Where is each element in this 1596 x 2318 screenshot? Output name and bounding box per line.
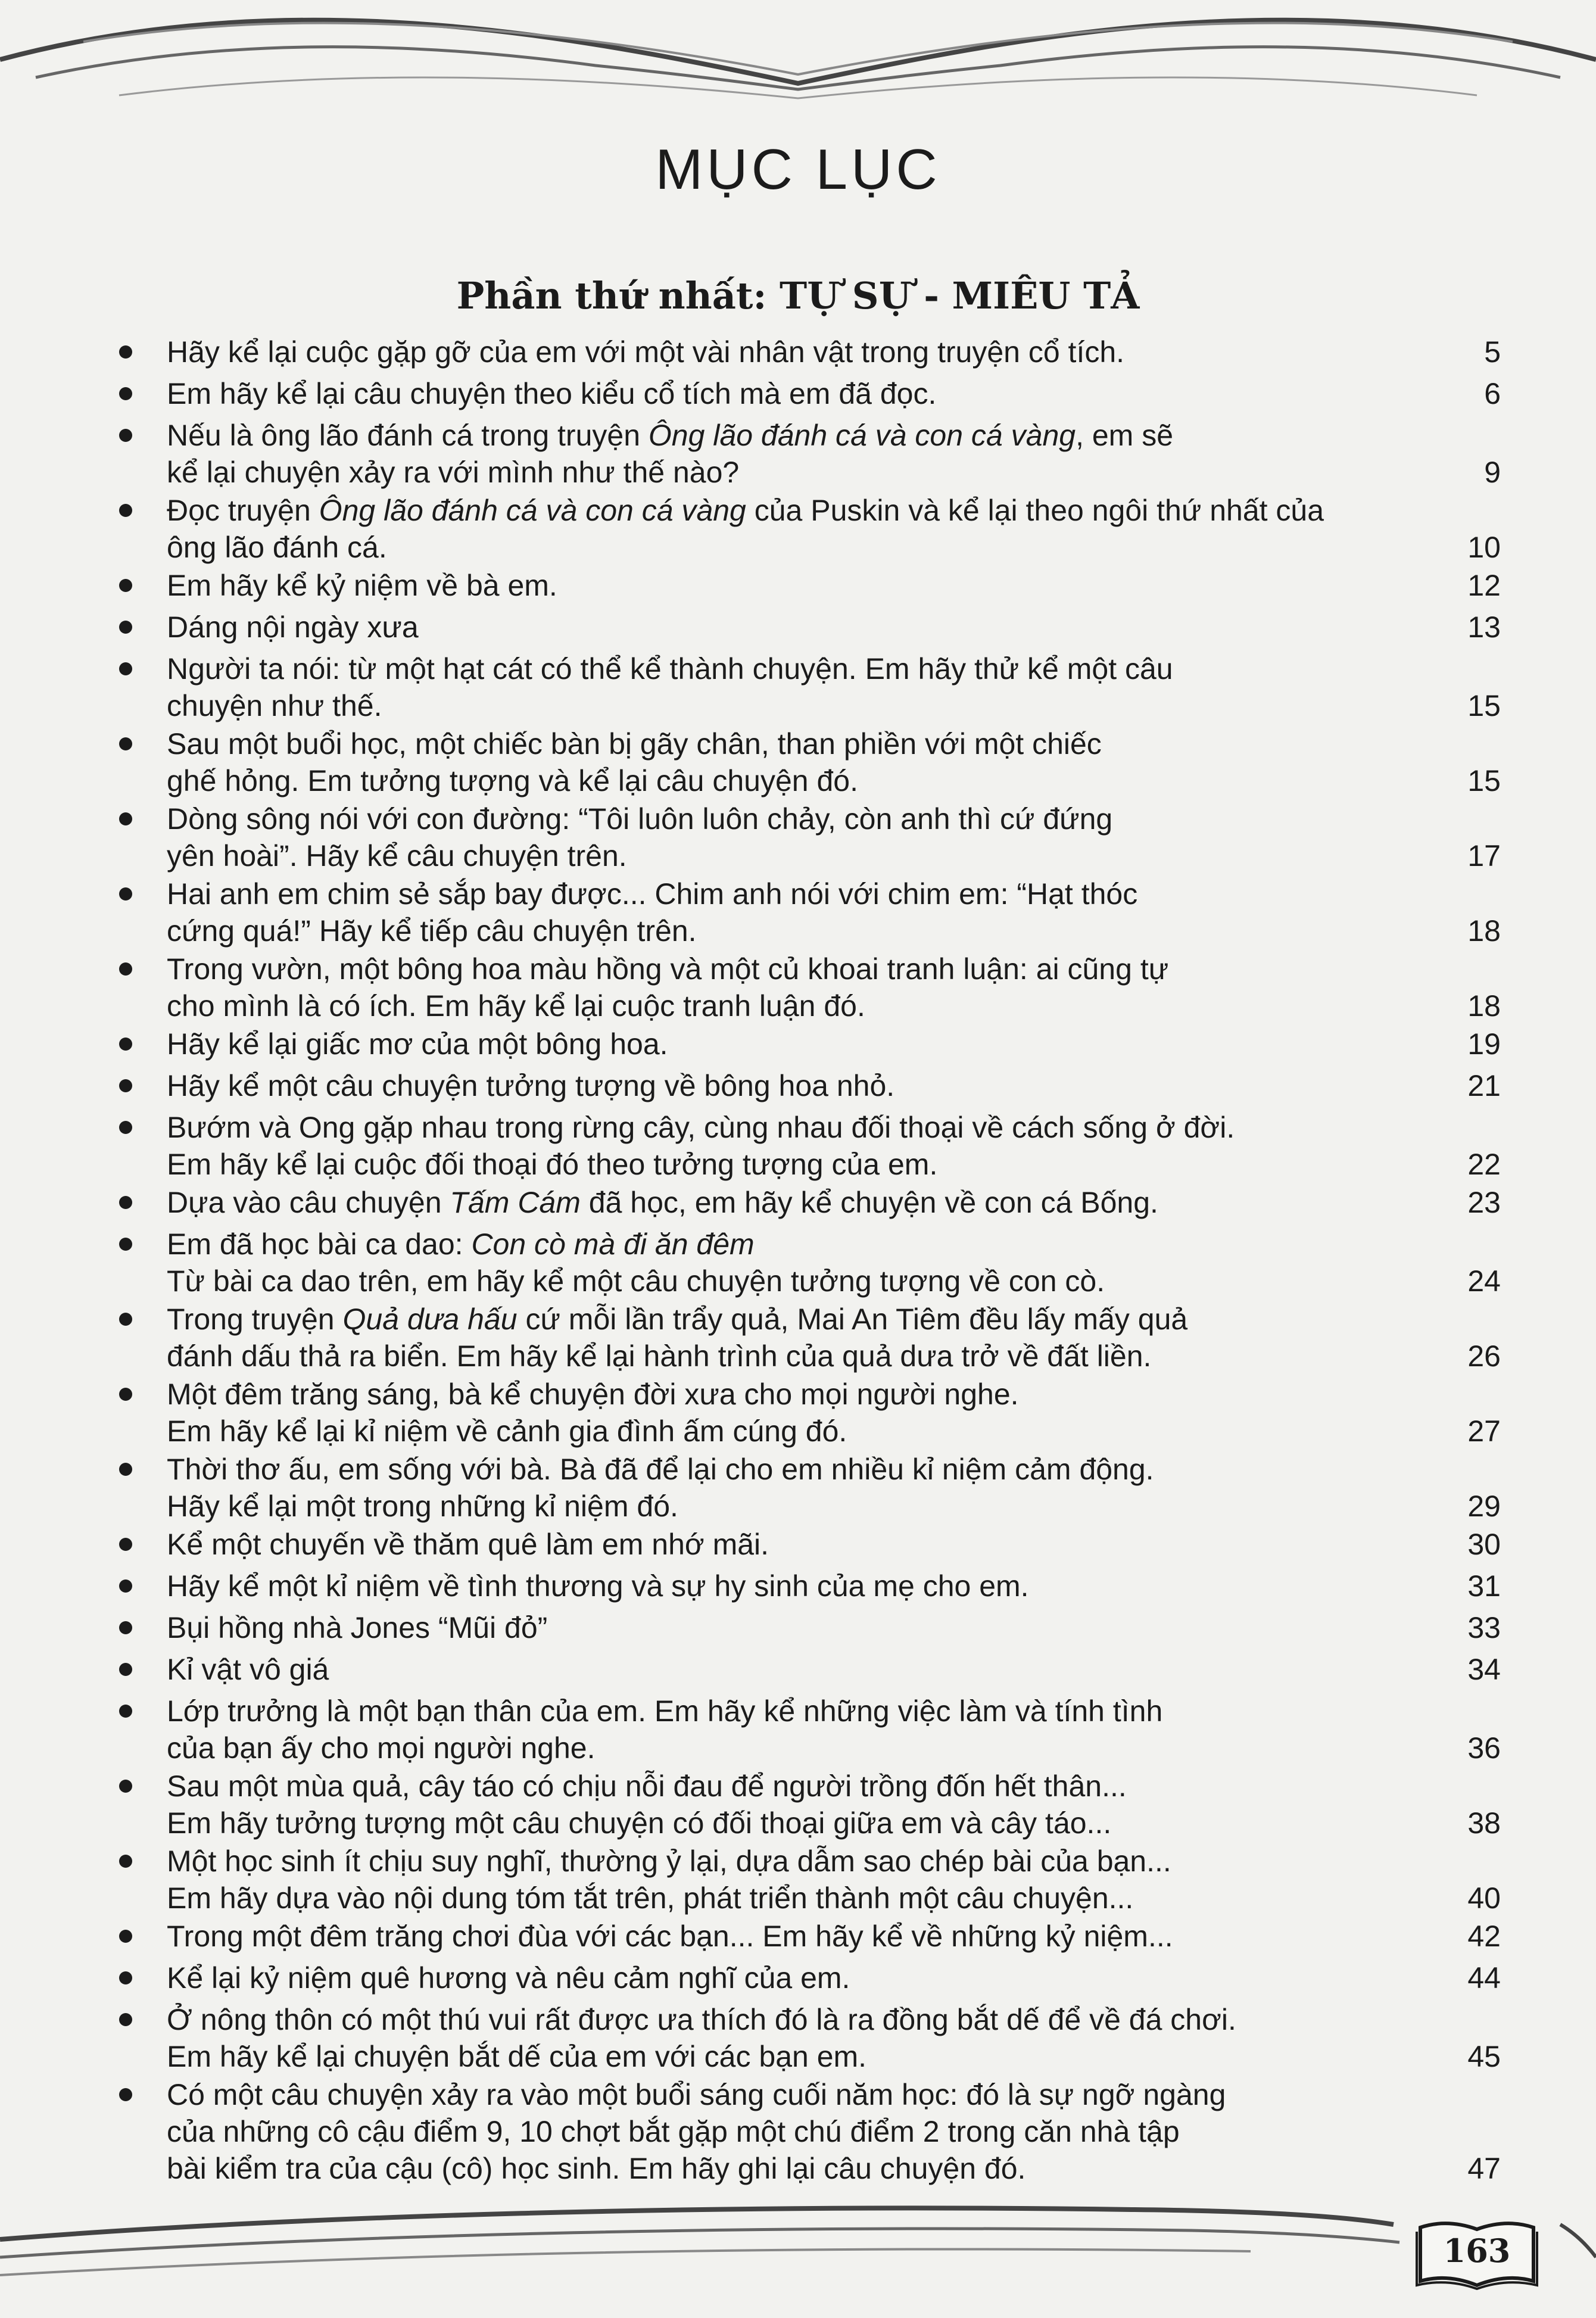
entry-title-italic: Quả dưa hấu [342, 1303, 518, 1336]
entry-text: Trong vườn, một bông hoa màu hồng và một củ khoai tranh luận: ai cũng tự [167, 952, 1169, 986]
entry-page: 24 [1467, 1264, 1501, 1298]
entry-text-part: Đọc truyện [167, 494, 319, 527]
entry-title-italic: Ông lão đánh cá và con cá vàng [319, 494, 746, 527]
entry-text-line2: ghế hỏng. Em tưởng tượng và kể lại câu chuyện đó. [167, 764, 858, 797]
entry-text: Kể lại kỷ niệm quê hương và nêu cảm nghĩ của em. [167, 1961, 850, 1995]
entry-page: 19 [1467, 1027, 1501, 1061]
toc-entry [119, 800, 1513, 872]
bullet-icon [119, 1579, 132, 1593]
entry-text-line2: Em hãy kể lại kỉ niệm về cảnh gia đình ấm cúng đó. [167, 1415, 847, 1448]
entry-text: Trong một đêm trăng chơi đùa với các bạn... Em hãy kể về những kỷ niệm... [167, 1920, 1173, 1953]
entry-page: 10 [1467, 531, 1501, 564]
toc-entry [119, 1109, 1513, 1180]
bullet-icon [119, 1855, 132, 1868]
page-title: MỤC LỤC [655, 138, 941, 201]
toc-entry [119, 492, 1513, 563]
bullet-icon [119, 387, 132, 400]
top-ornament [0, 0, 1596, 131]
entry-page: 5 [1484, 335, 1501, 369]
entry-text: Sau một mùa quả, cây táo có chịu nỗi đau để người trồng đốn hết thân... [167, 1769, 1127, 1803]
entry-text: Dáng nội ngày xưa [167, 610, 419, 644]
entry-page: 18 [1467, 989, 1501, 1023]
bullet-icon [119, 737, 132, 750]
bullet-icon [119, 1238, 132, 1251]
toc-entry [119, 1301, 1513, 1372]
entry-page: 15 [1467, 689, 1501, 722]
entry-page: 47 [1467, 2152, 1501, 2185]
entry-text: Bướm và Ong gặp nhau trong rừng cây, cùng nhau đối thoại về cách sống ở đời. [167, 1111, 1235, 1144]
bullet-icon [119, 1038, 132, 1051]
entry-text: Hãy kể lại cuộc gặp gỡ của em với một vài nhân vật trong truyện cổ tích. [167, 335, 1125, 369]
toc-entry [119, 1693, 1513, 1764]
entry-text-part: đã học, em hãy kể chuyện về con cá Bống. [580, 1186, 1158, 1219]
entry-text [167, 1226, 1429, 1263]
entry-text: Em hãy kể lại câu chuyện theo kiểu cổ tích mà em đã đọc. [167, 377, 937, 410]
entry-text: Hãy kể lại giấc mơ của một bông hoa. [167, 1027, 668, 1061]
entry-text [167, 1184, 1429, 1221]
bullet-icon [119, 1621, 132, 1634]
entry-text: Người ta nói: từ một hạt cát có thể kể thành chuyện. Em hãy thử kể một câu [167, 652, 1173, 686]
entry-text-line2: Em hãy tưởng tượng một câu chuyện có đối thoại giữa em và cây táo... [167, 1806, 1112, 1840]
entry-page: 6 [1484, 377, 1501, 410]
entry-text: Dòng sông nói với con đường: “Tôi luôn luôn chảy, còn anh thì cứ đứng [167, 802, 1113, 836]
entry-page: 18 [1467, 914, 1501, 948]
bullet-icon [119, 1196, 132, 1209]
page-number: 163 [1443, 2232, 1511, 2270]
toc-entry [119, 2076, 1513, 2185]
entry-page: 15 [1467, 764, 1501, 797]
entry-page: 36 [1467, 1731, 1501, 1765]
entry-text-line2: Từ bài ca dao trên, em hãy kể một câu chuyện tưởng tượng về con cò. [167, 1264, 1105, 1298]
bullet-icon [119, 962, 132, 976]
entry-page: 27 [1467, 1415, 1501, 1448]
entry-text: Một đêm trăng sáng, bà kể chuyện đời xưa cho mọi người nghe. [167, 1378, 1019, 1411]
entry-page: 22 [1467, 1148, 1501, 1181]
entry-text-line2: cho mình là có ích. Em hãy kể lại cuộc tranh luận đó. [167, 989, 865, 1023]
entry-text-line2: Hãy kể lại một trong những kỉ niệm đó. [167, 1490, 678, 1523]
entry-title-italic: Con cò mà đi ăn đêm [471, 1227, 755, 1261]
bullet-icon [119, 1538, 132, 1551]
bullet-icon [119, 887, 132, 901]
bullet-icon [119, 579, 132, 592]
entry-text: Sau một buổi học, một chiếc bàn bị gãy chân, than phiền với một chiếc [167, 727, 1102, 761]
entry-page: 33 [1467, 1611, 1501, 1644]
entry-text: Bụi hồng nhà Jones “Mũi đỏ” [167, 1611, 548, 1644]
entry-text [167, 1301, 1429, 1338]
entry-page: 30 [1467, 1528, 1501, 1561]
bullet-icon [119, 621, 132, 634]
bullet-icon [119, 1463, 132, 1476]
entry-page: 26 [1467, 1339, 1501, 1373]
bullet-icon [119, 1705, 132, 1718]
bullet-icon [119, 504, 132, 517]
entry-title-italic: Ông lão đánh cá và con cá vàng [648, 419, 1076, 452]
entry-text: Thời thơ ấu, em sống với bà. Bà đã để lại cho em nhiều kỉ niệm cảm động. [167, 1453, 1154, 1486]
toc-entry [119, 725, 1513, 797]
entry-text: Hãy kể một câu chuyện tưởng tượng về bông hoa nhỏ. [167, 1069, 895, 1102]
toc-entry [119, 1226, 1513, 1297]
entry-page: 42 [1467, 1920, 1501, 1953]
entry-text: Có một câu chuyện xảy ra vào một buổi sáng cuối năm học: đó là sự ngỡ ngàng [167, 2078, 1226, 2111]
toc-entry [119, 876, 1513, 947]
entry-text-line2: Em hãy kể lại cuộc đối thoại đó theo tưởng tượng của em. [167, 1148, 938, 1181]
entry-page: 17 [1467, 839, 1501, 873]
toc-entry [119, 2001, 1513, 2073]
bullet-icon [119, 2088, 132, 2101]
bullet-icon [119, 812, 132, 825]
entry-text: Hãy kể một kỉ niệm về tình thương và sự hy sinh của mẹ cho em. [167, 1569, 1029, 1603]
entry-text: Hai anh em chim sẻ sắp bay được... Chim anh nói với chim em: “Hạt thóc [167, 877, 1138, 911]
entry-title-italic: Tấm Cám [450, 1186, 581, 1219]
entry-text [167, 417, 1429, 454]
bullet-icon [119, 1971, 132, 1984]
entry-page: 9 [1484, 456, 1501, 489]
bullet-icon [119, 345, 132, 359]
entry-page: 44 [1467, 1961, 1501, 1995]
entry-text-line2: Em hãy kể lại chuyện bắt dế của em với các bạn em. [167, 2040, 867, 2073]
bottom-ornament [0, 2168, 1596, 2318]
bullet-icon [119, 2013, 132, 2026]
entry-text-line2: chuyện như thế. [167, 689, 382, 722]
entry-page: 31 [1467, 1569, 1501, 1603]
entry-text [167, 492, 1429, 529]
entry-text-part: , em sẽ [1076, 419, 1174, 452]
toc-entry [119, 417, 1513, 488]
bullet-icon [119, 1121, 132, 1134]
page-number-badge [1414, 2219, 1539, 2290]
entry-text-line2: của những cô cậu điểm 9, 10 chợt bắt gặp một chú điểm 2 trong căn nhà tập [167, 2115, 1180, 2148]
toc-entry [119, 1843, 1513, 1914]
entry-text-line2: đánh dấu thả ra biển. Em hãy kể lại hành trình của quả dưa trở về đất liền. [167, 1339, 1152, 1373]
entry-text-part: của Puskin và kể lại theo ngôi thứ nhất của [746, 494, 1324, 527]
entry-text-part: Dựa vào câu chuyện [167, 1186, 450, 1219]
entry-text: Một học sinh ít chịu suy nghĩ, thường ỷ lại, dựa dẫm sao chép bài của bạn... [167, 1845, 1171, 1878]
toc-entry [119, 1768, 1513, 1839]
bullet-icon [119, 1079, 132, 1092]
toc-entry [119, 951, 1513, 1022]
entry-page: 13 [1467, 610, 1501, 644]
entry-text-part: Trong truyện [167, 1303, 343, 1336]
bullet-icon [119, 1930, 132, 1943]
entry-text: Em hãy kể kỷ niệm về bà em. [167, 569, 557, 602]
entry-page: 34 [1467, 1653, 1501, 1686]
entry-text-line2: kể lại chuyện xảy ra với mình như thế nào? [167, 456, 740, 489]
entry-text-line2: của bạn ấy cho mọi người nghe. [167, 1731, 596, 1765]
bullet-icon [119, 1663, 132, 1676]
entry-text-line2: ông lão đánh cá. [167, 531, 387, 564]
entry-text-part: cứ mỗi lần trẩy quả, Mai An Tiêm đều lấy mấy quả [517, 1303, 1188, 1336]
entry-text: Lớp trưởng là một bạn thân của em. Em hãy kể những việc làm và tính tình [167, 1694, 1163, 1728]
entry-page: 40 [1467, 1881, 1501, 1915]
bullet-icon [119, 429, 132, 442]
toc-entry [119, 650, 1513, 722]
bullet-icon [119, 662, 132, 675]
entry-page: 12 [1467, 569, 1501, 602]
toc-entry [119, 1451, 1513, 1522]
bullet-icon [119, 1313, 132, 1326]
entry-page: 38 [1467, 1806, 1501, 1840]
entry-text-line2: Em hãy dựa vào nội dung tóm tắt trên, phát triển thành một câu chuyện... [167, 1881, 1134, 1915]
bullet-icon [119, 1388, 132, 1401]
entry-text-line2: cứng quá!” Hãy kể tiếp câu chuyện trên. [167, 914, 697, 948]
entry-page: 21 [1467, 1069, 1501, 1102]
bullet-icon [119, 1780, 132, 1793]
entry-text-line2: yên hoài”. Hãy kể câu chuyện trên. [167, 839, 627, 873]
entry-text-line3: bài kiểm tra của cậu (cô) học sinh. Em hãy ghi lại câu chuyện đó. [167, 2152, 1026, 2185]
entry-page: 23 [1467, 1186, 1501, 1219]
entry-page: 45 [1467, 2040, 1501, 2073]
toc-entry [119, 1376, 1513, 1447]
entry-page: 29 [1467, 1490, 1501, 1523]
entry-text-part: Em đã học bài ca dao: [167, 1227, 472, 1261]
entry-text-part: Nếu là ông lão đánh cá trong truyện [167, 419, 649, 452]
entry-text: Ở nông thôn có một thú vui rất được ưa thích đó là ra đồng bắt dế để về đá chơi. [167, 2003, 1236, 2036]
entry-text: Kể một chuyến về thăm quê làm em nhớ mãi. [167, 1528, 769, 1561]
section-title: Phần thứ nhất: TỰ SỰ - MIÊU TẢ [456, 274, 1140, 317]
entry-text: Kỉ vật vô giá [167, 1653, 329, 1686]
